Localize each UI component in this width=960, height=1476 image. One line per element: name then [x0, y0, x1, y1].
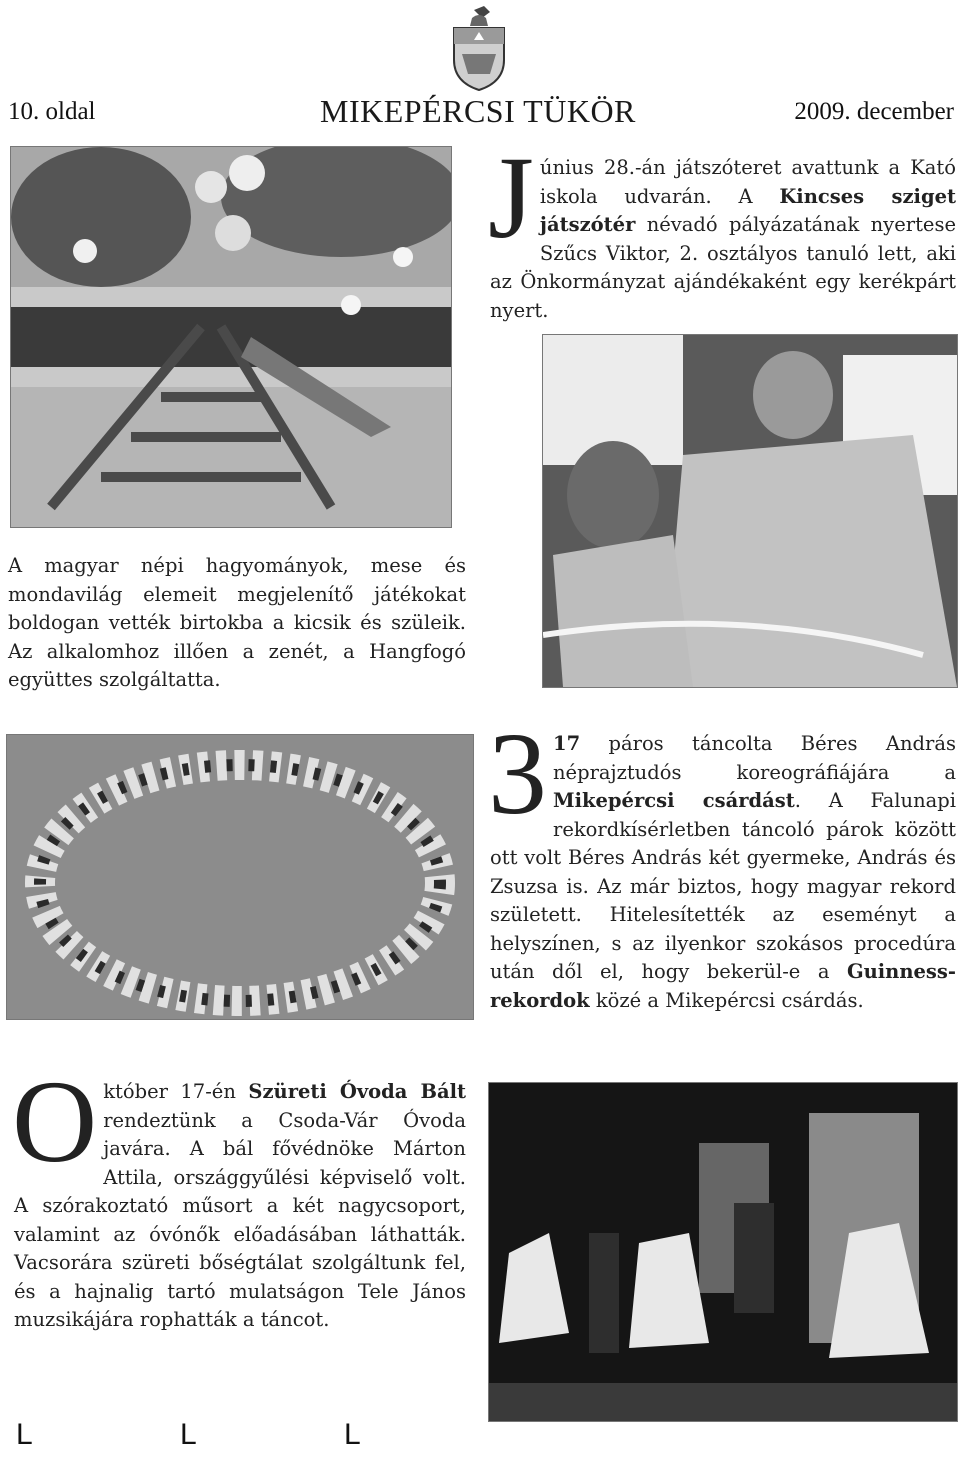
dropcap-j: J: [488, 132, 534, 263]
footer-mark-3: L: [344, 1418, 361, 1451]
footer-mark-1: L: [16, 1418, 33, 1451]
article-ball-text: Október 17-én Szüreti Óvoda Bált rendeztünk a Csoda-Vár Óvoda javára. A bál fővédnöke Márton Attila, országgyűlési képviselő volt. A szórakoztató műsort a két nagycsoport, valamint az óvónők előadásában láthatták. Vacsorára szüreti bőségtálat szolgáltunk fel, és a hajnalig tartó mulatságon Tele János muzsikájára rophatták a táncot.: [12, 1056, 466, 1331]
article-playground-text: Június 28.-án játszóteret avattunk a Kató iskola udvarán. A Kincses sziget játszótér névadó pályázatának nyertese Szűcs Viktor, 2. osztályos tanuló lett, aki az Önkormányzat ajándékaként egy kerékpárt nyert.: [488, 132, 956, 322]
dropcap-o: O: [12, 1056, 98, 1187]
footer-mark-2: L: [180, 1418, 197, 1451]
dance-circle-photo: [6, 734, 474, 1020]
page-number: 10. oldal: [8, 98, 96, 125]
coat-of-arms-icon: [446, 4, 512, 92]
stage-performance-photo: [488, 1082, 958, 1422]
issue-date: 2009. december: [794, 98, 954, 125]
dropcap-3: 3: [488, 708, 547, 839]
article-dance-text: 3 17 páros táncolta Béres András néprajztudós koreográfiájára a Mikepércsi csárdást. A Falunapi rekordkísérletben táncoló párok között ott volt Béres András két gyermeke, András és Zsuzsa is. Az már biztos, hogy magyar rekord született. Hitelesítették az eseményt a helyszínen, s az ilyenkor szokásos procedúra után dől el, hogy bekerül-e a Guinness-rekordok közé a Mikepércsi csárdás.: [488, 708, 956, 1012]
newspaper-title: MIKEPÉRCSI TÜKÖR: [320, 93, 636, 129]
playground-caption: A magyar népi hagyományok, mese és mondavilág elemeit megjelenítő játékokat boldogan vették birtokba a kicsik és szüleik. Az alkalomhoz illően a zenét, a Hangfogó együttes szolgáltatta.: [8, 554, 466, 691]
playground-photo: [10, 146, 452, 528]
ribbon-cutting-photo: [542, 334, 958, 688]
